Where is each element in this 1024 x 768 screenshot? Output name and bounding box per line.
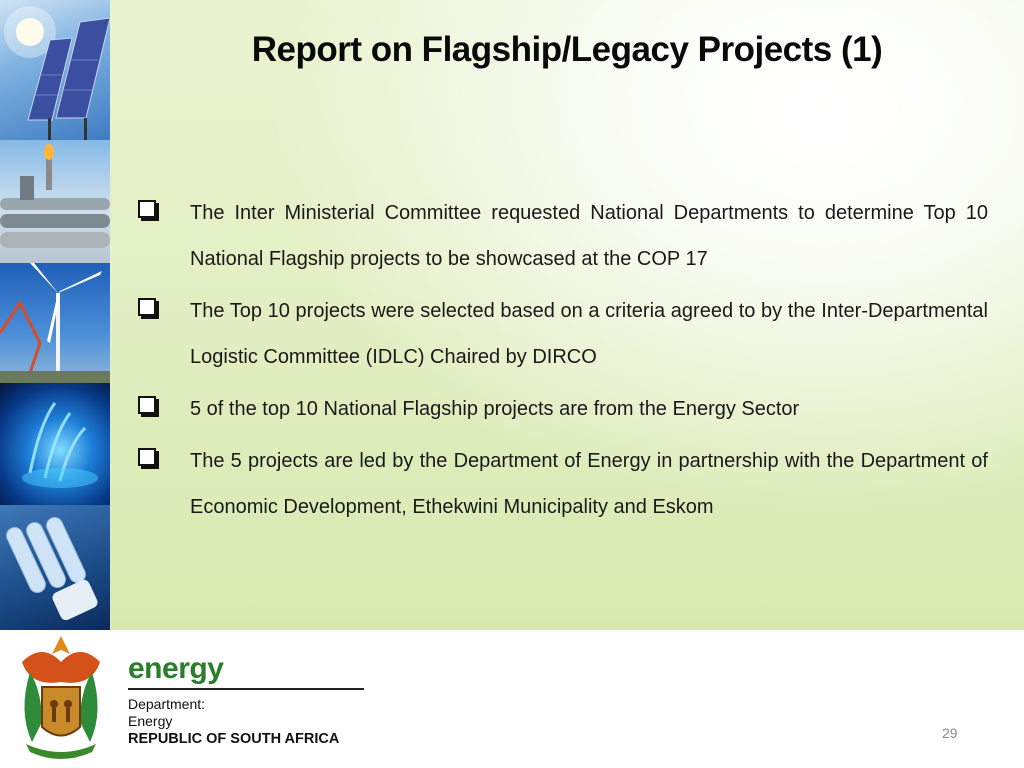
checkbox-bullet-icon: [138, 298, 156, 316]
energy-saving-bulb-image: [0, 505, 110, 630]
coat-of-arms-logo: [12, 632, 110, 762]
checkbox-bullet-icon: [138, 396, 156, 414]
department-brand: [128, 652, 364, 748]
bullet-item: [138, 288, 988, 380]
side-image-strip: [0, 0, 110, 630]
checkbox-bullet-icon: [138, 448, 156, 466]
bullet-text: 5 of the top 10 National Flagship projects are from the Energy Sector: [190, 398, 800, 420]
bullet-item: [138, 386, 988, 432]
pipelines-image: [0, 140, 110, 263]
bullet-text: The Top 10 projects were selected based on a criteria agreed to by the Inter-Departmental Logistic Committee (IDLC) Chaired by DIRCO: [190, 300, 988, 368]
slide-footer: [0, 630, 1024, 768]
bullet-text: The 5 projects are led by the Department of Energy in partnership with the Department of Economic Development, Ethekwini Municipality and Eskom: [190, 450, 988, 518]
slide-content: [110, 0, 1024, 630]
brand-divider: [128, 688, 364, 690]
solar-panels-image: [0, 0, 110, 140]
dept-line2: Energy: [128, 713, 173, 729]
country-name: REPUBLIC OF SOUTH AFRICA: [128, 731, 340, 747]
dept-line1: Department:: [128, 696, 206, 712]
gas-flame-image: [0, 383, 110, 505]
bullet-item: [138, 190, 988, 282]
brand-word: energy: [128, 652, 224, 685]
slide-title: Report on Flagship/Legacy Projects (1): [251, 30, 883, 69]
checkbox-bullet-icon: [138, 200, 156, 218]
bullet-item: [138, 438, 988, 530]
bullet-text: The Inter Ministerial Committee requested National Departments to determine Top 10 National Flagship projects to be showcased at the COP 17: [190, 202, 988, 270]
wind-turbine-image: [0, 263, 110, 383]
page-number: 29: [942, 725, 958, 741]
bullet-list: [138, 190, 988, 536]
